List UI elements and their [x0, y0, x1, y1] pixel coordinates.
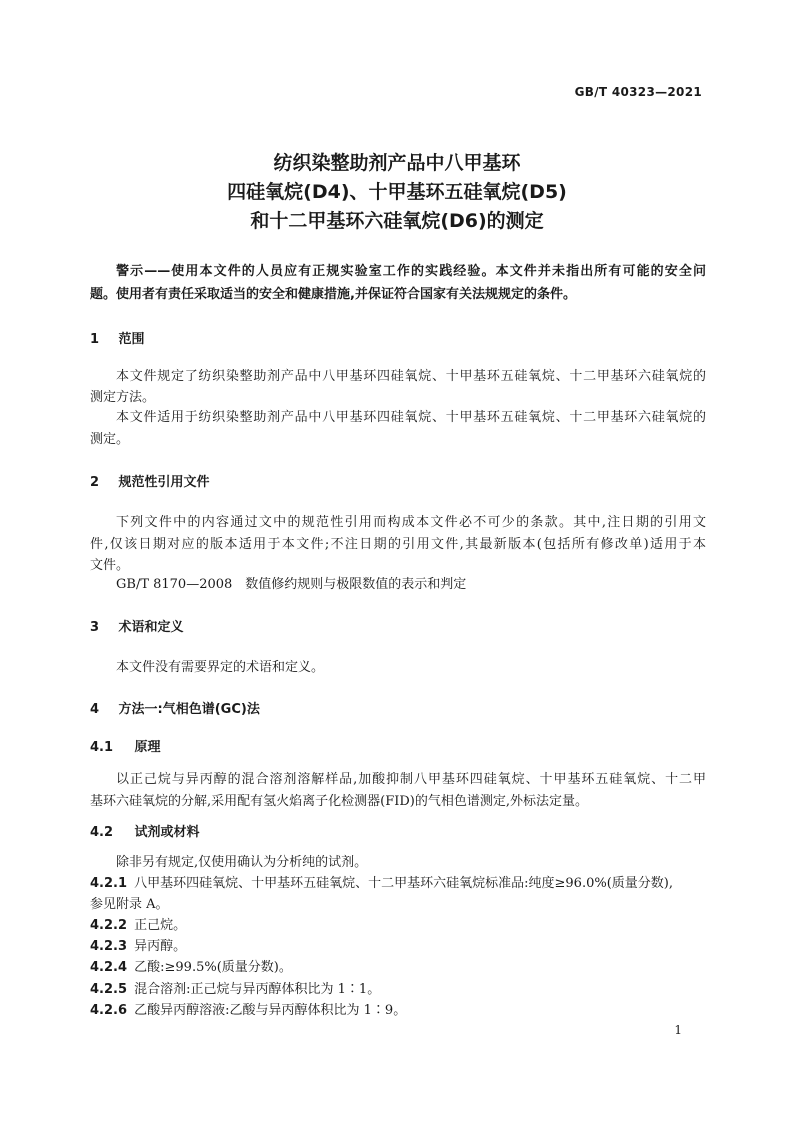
paragraph-line: 以正己烷与异丙醇的混合溶剂溶解样品,加酸抑制八甲基环四硅氧烷、十甲基环五硅氧烷、十二甲 — [116, 772, 706, 787]
section-number: 3 — [90, 620, 100, 635]
section-4-heading — [90, 700, 706, 720]
clause-number: 4.2.3 — [90, 939, 128, 954]
paragraph-line: 除非另有规定,仅使用确认为分析纯的试剂。 — [116, 855, 368, 870]
clause-text: 正己烷。 — [134, 918, 187, 933]
paragraph-line: 件,仅该日期对应的版本适用于本文件;不注日期的引用文件,其最新版本(包括所有修改单)适用于本 — [90, 537, 706, 552]
clause-number: 4.2.5 — [90, 982, 128, 997]
clause-number: 4.2.1 — [90, 876, 128, 891]
page-number: 1 — [674, 1023, 682, 1037]
section-number: 2 — [90, 475, 100, 490]
subsection-title: 试剂或材料 — [134, 825, 200, 840]
section-number: 4 — [90, 702, 100, 717]
subsection-title: 原理 — [134, 740, 161, 755]
clause-4-2-5 — [90, 980, 706, 1000]
clause-4-2-1 — [90, 874, 706, 894]
clause-number: 4.2.4 — [90, 960, 128, 975]
standard-code: GB/T 40323—2021 — [574, 85, 702, 99]
clause-continuation: 参见附录 A。 — [90, 897, 169, 912]
section-1-heading — [90, 330, 706, 350]
paragraph-line: 文件。 — [90, 558, 130, 573]
paragraph-line: 测定。 — [90, 432, 130, 447]
clause-text: 八甲基环四硅氧烷、十甲基环五硅氧烷、十二甲基环六硅氧烷标准品:纯度≥96.0%(质量分数), — [134, 876, 673, 891]
normative-reference: GB/T 8170—2008 数值修约规则与极限数值的表示和判定 — [116, 577, 467, 592]
clause-4-2-6 — [90, 1001, 706, 1021]
paragraph-line: 下列文件中的内容通过文中的规范性引用而构成本文件必不可少的条款。其中,注日期的引用文 — [116, 515, 706, 530]
subsection-number: 4.2 — [90, 825, 114, 840]
section-2-heading — [90, 473, 706, 493]
section-title: 方法一:气相色谱(GC)法 — [118, 702, 260, 717]
paragraph-line: 本文件没有需要界定的术语和定义。 — [116, 660, 325, 675]
clause-number: 4.2.2 — [90, 918, 128, 933]
warning-line-1: 警示——使用本文件的人员应有正规实验室工作的实践经验。本文件并未指出所有可能的安全问 — [116, 264, 706, 279]
clause-4-2-3 — [90, 937, 706, 957]
warning-line-2: 题。使用者有责任采取适当的安全和健康措施,并保证符合国家有关法规规定的条件。 — [90, 287, 576, 302]
clause-text: 混合溶剂:正己烷与异丙醇体积比为 1∶1。 — [134, 982, 381, 997]
paragraph-line: 基环六硅氧烷的分解,采用配有氢火焰离子化检测器(FID)的气相色谱测定,外标法定量。 — [90, 794, 588, 809]
section-title: 术语和定义 — [118, 620, 184, 635]
title-line-1: 纺织染整助剂产品中八甲基环 — [273, 152, 521, 174]
section-title: 规范性引用文件 — [118, 475, 210, 490]
paragraph-line: 本文件适用于纺织染整助剂产品中八甲基环四硅氧烷、十甲基环五硅氧烷、十二甲基环六硅氧烷的 — [116, 410, 706, 425]
clause-4-2-4 — [90, 958, 706, 978]
title-line-3: 和十二甲基环六硅氧烷(D6)的测定 — [250, 210, 544, 232]
clause-4-2-2 — [90, 916, 706, 936]
section-3-heading — [90, 618, 706, 638]
clause-text: 乙酸异丙醇溶液:乙酸与异丙醇体积比为 1∶9。 — [134, 1003, 407, 1018]
clause-number: 4.2.6 — [90, 1003, 128, 1018]
title-line-2: 四硅氧烷(D4)、十甲基环五硅氧烷(D5) — [227, 181, 567, 203]
paragraph-line: 本文件规定了纺织染整助剂产品中八甲基环四硅氧烷、十甲基环五硅氧烷、十二甲基环六硅氧烷的 — [116, 369, 706, 384]
section-number: 1 — [90, 332, 100, 347]
clause-text: 异丙醇。 — [134, 939, 187, 954]
subsection-4-1-heading — [90, 738, 706, 758]
section-title: 范围 — [118, 332, 145, 347]
subsection-4-2-heading — [90, 823, 706, 843]
paragraph-line: 测定方法。 — [90, 390, 156, 405]
subsection-number: 4.1 — [90, 740, 114, 755]
clause-text: 乙酸:≥99.5%(质量分数)。 — [134, 960, 292, 975]
